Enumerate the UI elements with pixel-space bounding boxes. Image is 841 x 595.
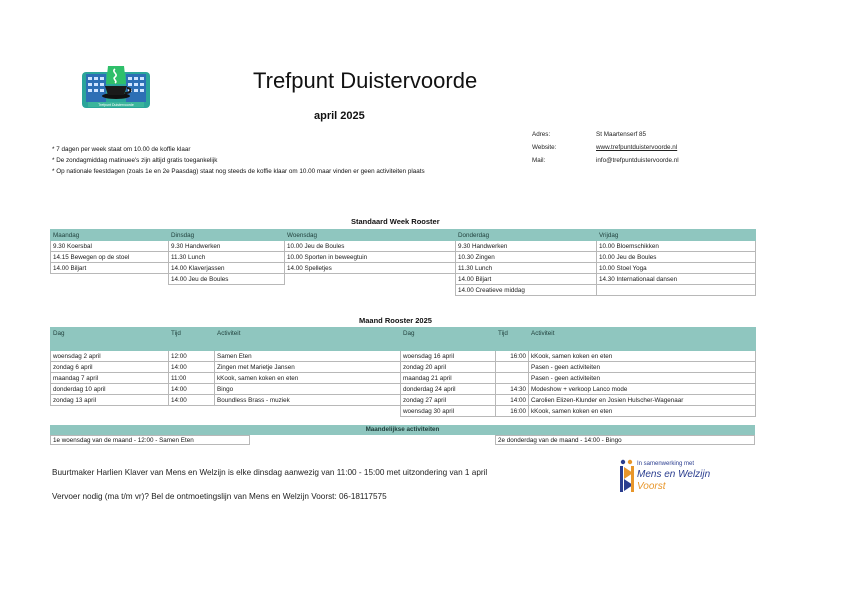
cell-empty — [51, 274, 169, 285]
col-header-activity: Activiteit — [215, 328, 401, 351]
cell-day: zondag 6 april — [51, 362, 169, 373]
cell-activity: Samen Eten — [215, 351, 401, 362]
mail-value: info@trefpuntduistervoorde.nl — [596, 157, 679, 164]
col-header-time: Tijd — [496, 328, 529, 351]
website-label: Website: — [532, 144, 557, 151]
buurtmaker-info: Buurtmaker Harlien Klaver van Mens en Welzijn is elke dinsdag aanwezig van 11:00 - 15:00 met uitzondering van 1 april — [52, 468, 488, 477]
cell — [597, 285, 756, 296]
table-row — [51, 241, 756, 252]
trefpunt-logo — [80, 64, 152, 110]
cell-day: donderdag 24 april — [401, 384, 496, 395]
monthly-activity-left: 1e woensdag van de maand - 12:00 - Samen Eten — [50, 435, 250, 445]
cell: 14.00 Biljart — [51, 263, 169, 274]
monthly-activities-title: Maandelijkse activiteiten — [50, 425, 755, 435]
cell-day: maandag 7 april — [51, 373, 169, 384]
table-row — [51, 362, 401, 373]
cell-activity: Carolien Elizen-Klunder en Josien Hulscher-Wagenaar — [529, 395, 756, 406]
cell-day: zondag 27 april — [401, 395, 496, 406]
cell-day: zondag 20 april — [401, 362, 496, 373]
svg-text:In samenwerking met: In samenwerking met — [637, 461, 695, 467]
col-header: Dinsdag — [169, 230, 285, 241]
cell-activity: Boundless Brass - muziek — [215, 395, 401, 406]
cell-empty — [285, 274, 456, 285]
cell: 10.00 Jeu de Boules — [285, 241, 456, 252]
cell-empty — [285, 285, 456, 296]
cell-activity: kKook, samen koken en eten — [529, 406, 756, 417]
cell-empty — [51, 285, 169, 296]
cell: 9.30 Handwerken — [456, 241, 597, 252]
col-header: Maandag — [51, 230, 169, 241]
table-row — [401, 406, 756, 417]
cell-activity: kKook, samen koken en eten — [529, 351, 756, 362]
mens-en-welzijn-logo — [619, 459, 719, 495]
cell-time: 14:30 — [496, 384, 529, 395]
col-header-time: Tijd — [169, 328, 215, 351]
cell: 14.00 Biljart — [456, 274, 597, 285]
col-header: Donderdag — [456, 230, 597, 241]
table-row — [51, 263, 756, 274]
cell-empty — [169, 285, 285, 296]
cell-time: 11:00 — [169, 373, 215, 384]
table-row — [51, 351, 401, 362]
col-header-day: Dag — [401, 328, 496, 351]
cell-day: donderdag 10 april — [51, 384, 169, 395]
cell: 11.30 Lunch — [169, 252, 285, 263]
cell-time — [496, 373, 529, 384]
cell-activity: kKook, samen koken en eten — [215, 373, 401, 384]
week-schedule-title: Standaard Week Rooster — [351, 217, 440, 226]
cell: 14.00 Jeu de Boules — [169, 274, 285, 285]
note-item: * 7 dagen per week staat om 10.00 de koffie klaar — [52, 146, 191, 153]
col-header-activity: Activiteit — [529, 328, 756, 351]
cell-time — [496, 362, 529, 373]
table-row — [51, 285, 756, 296]
cell: 14.00 Klaverjassen — [169, 263, 285, 274]
address-label: Adres: — [532, 131, 551, 138]
address-value: St Maartenserf 85 — [596, 131, 647, 138]
svg-text:Trefpunt Duistervoorde: Trefpunt Duistervoorde — [98, 103, 134, 107]
cell-day: woensdag 30 april — [401, 406, 496, 417]
contact-block — [532, 128, 679, 167]
table-row — [51, 373, 401, 384]
cell: 10.00 Stoel Yoga — [597, 263, 756, 274]
table-row — [51, 384, 401, 395]
cell: 9.30 Koersbal — [51, 241, 169, 252]
cell-day: woensdag 16 april — [401, 351, 496, 362]
mail-label: Mail: — [532, 157, 546, 164]
table-row — [401, 384, 756, 395]
cell-time: 16:00 — [496, 406, 529, 417]
week-schedule-table — [50, 229, 756, 296]
note-item: * De zondagmiddag matinuee's zijn altijd gratis toegankelijk — [52, 157, 218, 164]
table-row — [51, 252, 756, 263]
svg-text:Mens en Welzijn: Mens en Welzijn — [637, 469, 711, 480]
svg-text:Voorst: Voorst — [637, 481, 666, 492]
cell-time: 14:00 — [169, 384, 215, 395]
table-header-row — [51, 230, 756, 241]
cell: 14.00 Spelletjes — [285, 263, 456, 274]
table-header-row — [51, 328, 401, 351]
cell-day: woensdag 2 april — [51, 351, 169, 362]
page-title: Trefpunt Duistervoorde — [253, 68, 478, 93]
cell-time: 16:00 — [496, 351, 529, 362]
month-schedule-right-table — [400, 327, 756, 417]
cell: 10.00 Jeu de Boules — [597, 252, 756, 263]
cell: 10.00 Sporten in beweegtuin — [285, 252, 456, 263]
col-header-day: Dag — [51, 328, 169, 351]
cell: 10.30 Zingen — [456, 252, 597, 263]
cell-day: maandag 21 april — [401, 373, 496, 384]
cell-activity: Pasen - geen activiteiten — [529, 362, 756, 373]
cell-time: 14:00 — [496, 395, 529, 406]
table-row — [401, 351, 756, 362]
cell: 10.00 Bloemschikken — [597, 241, 756, 252]
col-header: Vrijdag — [597, 230, 756, 241]
month-schedule-left-table — [50, 327, 401, 406]
notes-list — [52, 144, 425, 177]
cell-activity: Pasen - geen activiteiten — [529, 373, 756, 384]
table-row — [51, 395, 401, 406]
table-row — [51, 274, 756, 285]
vervoer-info: Vervoer nodig (ma t/m vr)? Bel de ontmoetingslijn van Mens en Welzijn Voorst: 06-18117575 — [52, 492, 387, 501]
cell: 11.30 Lunch — [456, 263, 597, 274]
monthly-activity-right: 2e donderdag van de maand - 14:00 - Bingo — [495, 435, 755, 445]
cell-activity: Zingen met Marietje Jansen — [215, 362, 401, 373]
cell-activity: Modeshow + verkoop Lanco mode — [529, 384, 756, 395]
cell: 14.30 Internationaal dansen — [597, 274, 756, 285]
page-subtitle-month: april 2025 — [314, 110, 365, 122]
cell-day: zondag 13 april — [51, 395, 169, 406]
cell: 14.15 Bewegen op de stoel — [51, 252, 169, 263]
cell-activity: Bingo — [215, 384, 401, 395]
table-header-row — [401, 328, 756, 351]
table-row — [401, 373, 756, 384]
cell-time: 14:00 — [169, 362, 215, 373]
table-row — [401, 362, 756, 373]
cell-time: 12:00 — [169, 351, 215, 362]
col-header: Woensdag — [285, 230, 456, 241]
website-link[interactable]: www.trefpuntduistervoorde.nl — [596, 144, 678, 151]
note-item: * Op nationale feestdagen (zoals 1e en 2e Paasdag) staat nog steeds de koffie klaar om 10.00 maar vinden er geen activiteiten plaats — [52, 168, 425, 175]
cell: 14.00 Creatieve middag — [456, 285, 597, 296]
table-row — [401, 395, 756, 406]
cell: 9.30 Handwerken — [169, 241, 285, 252]
cell-time: 14:00 — [169, 395, 215, 406]
month-schedule-title: Maand Rooster 2025 — [359, 316, 432, 325]
